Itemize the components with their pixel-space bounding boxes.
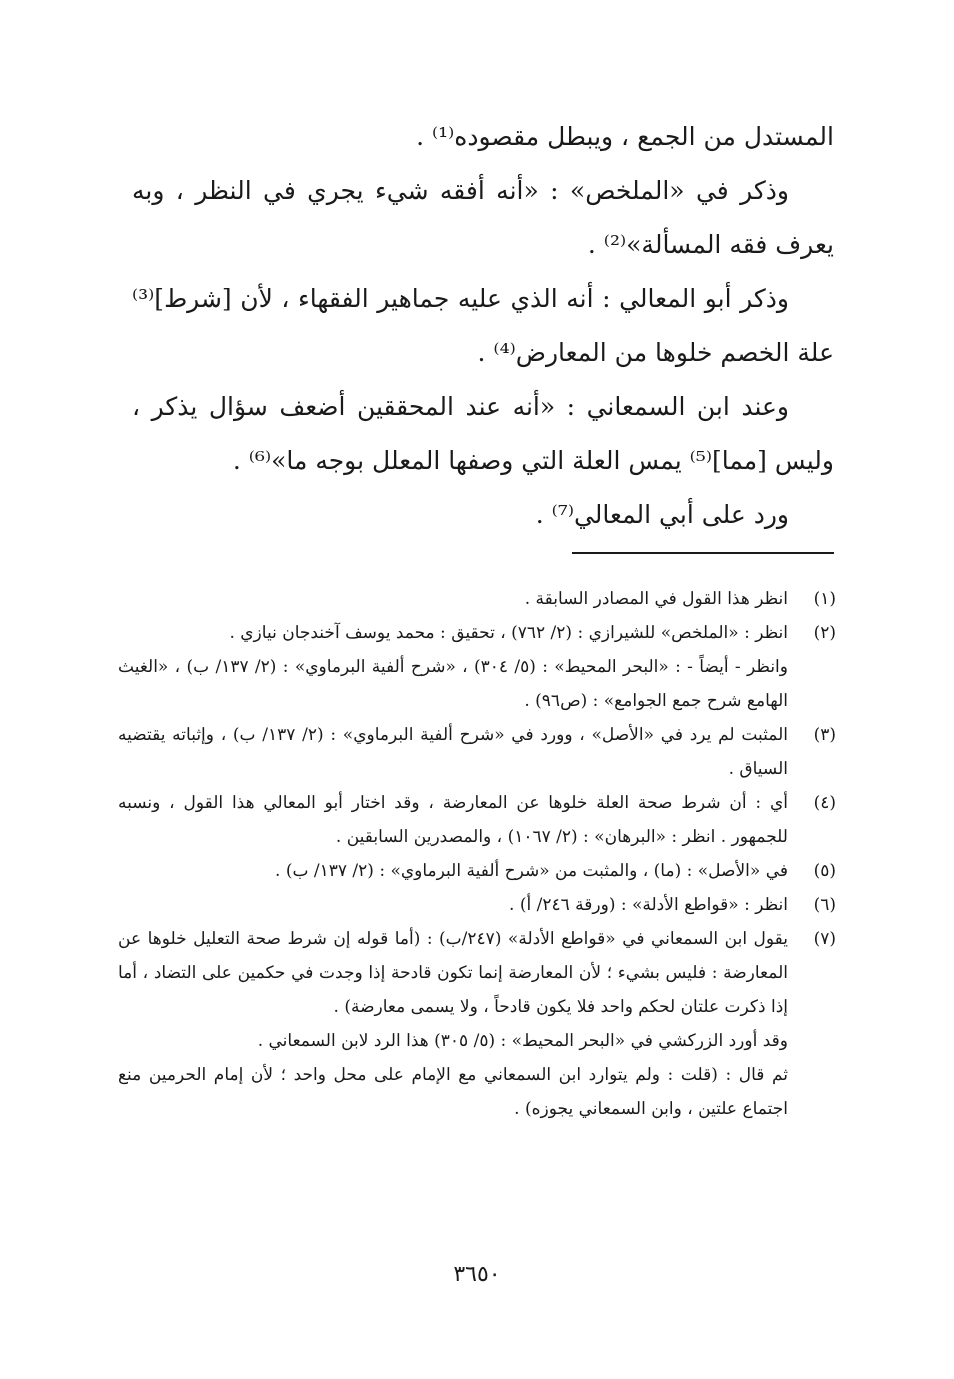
footnote-continuation: وقد أورد الزركشي في «البحر المحيط» : (٥/ ٣٠٥) هذا الرد لابن السمعاني . [257,1031,788,1051]
footnote-number: (٣) [813,725,836,745]
footnote-item [118,616,836,650]
footnote-text: المثبت لم يرد في «الأصل» ، وورد في «شرح ألفية البرماوي» : (٢/ ١٣٧/ ب) ، وإثباته يقتضيه السياق . [118,725,789,779]
footnote-number: (٥) [813,861,836,881]
footnote-text: أي : أن شرط صحة العلة خلوها عن المعارضة ، وقد اختار أبو المعالي هذا القول ، ونسبه للجمهور . انظر : «البرهان» : (٢/ ١٠٦٧) ، والمصدرين السابقين . [118,793,788,847]
footnote-number: (٧) [813,929,836,949]
footnote-item [118,786,836,854]
footnotes [118,582,836,1126]
footnote-text: يقول ابن السمعاني في «قواطع الأدلة» (٢٤٧/ب) : (أما قوله إن شرط صحة التعليل خلوها عن المعارضة : فليس بشيء ؛ لأن المعارضة إنما تكون قادحة إذا وجدت في حكمين على التضاد ، أما إذا ذكرت علتان لحكم واحد فلا يكون قادحاً ، ولا يسمى معارضة) . [118,929,788,1017]
footnote-number: (١) [813,589,836,609]
page-number: ٣٦٥٠ [453,1262,501,1287]
footnote-item [118,888,836,922]
paragraph: ورد على أبي المعالي⁽⁷⁾ . [535,500,789,529]
footnote-continuation: وانظر - أيضاً - : «البحر المحيط» : (٥/ ٣٠٤) ، «شرح ألفية البرماوي» : (٢/ ١٣٧/ ب) ، «الغيث الهامع شرح جمع الجوامع» : (ص٩٦) . [118,657,788,711]
main-text [132,110,834,542]
footnote-text: انظر هذا القول في المصادر السابقة . [524,589,788,609]
paragraph: وذكر أبو المعالي : أنه الذي عليه جماهير الفقهاء ، لأن [شرط]⁽³⁾ علة الخصم خلوها من المعارض⁽⁴⁾ . [132,284,834,367]
footnote-text: انظر : «قواطع الأدلة» : (ورقة ٢٤٦/ أ) . [509,895,788,915]
paragraph: وذكر في «الملخص» : «أنه أفقه شيء يجري في النظر ، وبه يعرف فقه المسألة»⁽²⁾ . [132,176,834,259]
footnote-number: (٢) [813,623,836,643]
footnote-item [118,582,836,616]
footnote-number: (٤) [813,793,836,813]
paragraph: وعند ابن السمعاني : «أنه عند المحققين أضعف سؤال يذكر ، وليس [مما]⁽⁵⁾ يمس العلة التي وصفها المعلل بوجه ما»⁽⁶⁾ . [132,392,834,475]
footnote-text: في «الأصل» : (ما) ، والمثبت من «شرح ألفية البرماوي» : (٢/ ١٣٧/ ب) . [275,861,788,881]
footnote-item [118,922,836,1024]
footnote-number: (٦) [813,895,836,915]
footnote-separator [572,552,834,554]
footnote-item [118,854,836,888]
paragraph: المستدل من الجمع ، ويبطل مقصوده⁽¹⁾ . [416,122,834,151]
footnote-item [118,718,836,786]
footnote-continuation: ثم قال : (قلت : ولم يتوارد ابن السمعاني مع الإمام على محل واحد ؛ لأن إمام الحرمين منع اجتماع علتين ، وابن السمعاني يجوزه) . [118,1065,788,1119]
footnote-text: انظر : «الملخص» للشيرازي : (٢/ ٧٦٢) ، تحقيق : محمد يوسف آخندجان نيازي . [229,623,788,643]
